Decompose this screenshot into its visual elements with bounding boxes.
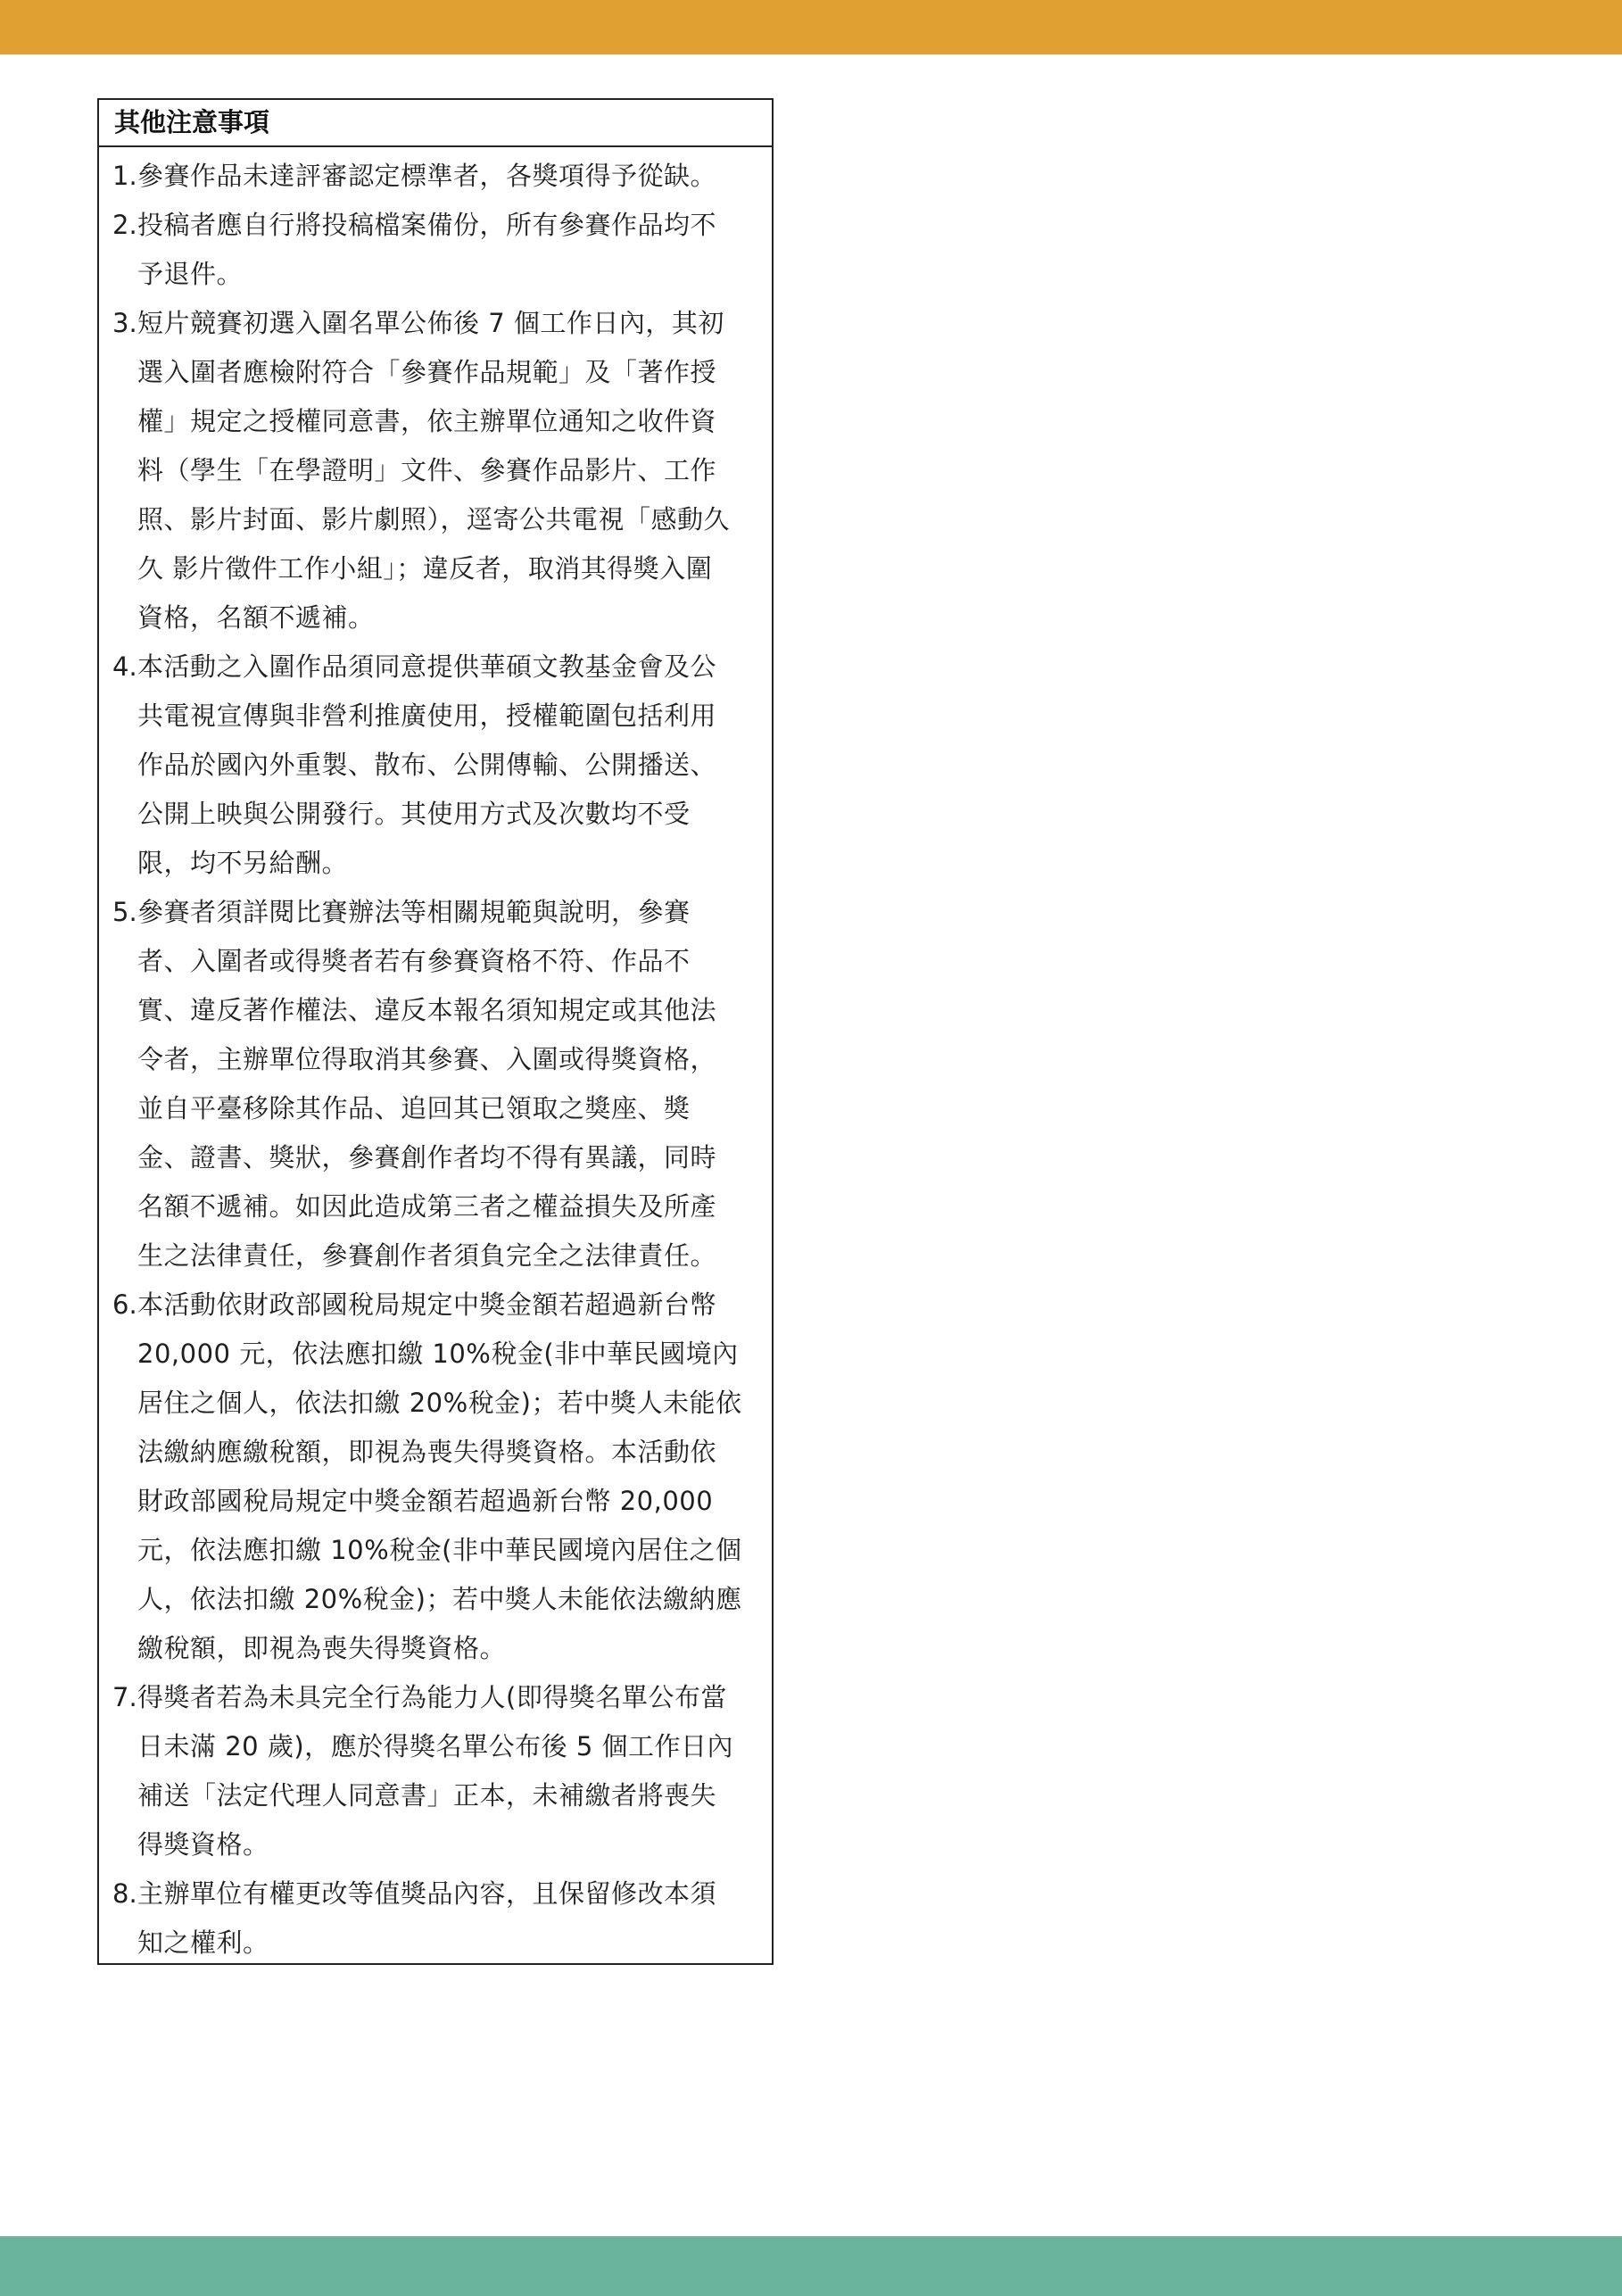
notice-item-number: 1. bbox=[112, 161, 137, 191]
notice-item-number: 8. bbox=[112, 1878, 137, 1909]
notice-item-text: 得獎者若為未具完全行為能力人(即得獎名單公布當 日未滿 20 歲)，應於得獎名單公布後 5 個工作日內 補送「法定代理人同意書」正本，未補繳者將喪失 得獎資格。 bbox=[137, 1682, 734, 1860]
notice-item-2 bbox=[99, 201, 772, 299]
notice-item-6 bbox=[99, 1281, 772, 1673]
notice-item-number: 3. bbox=[112, 308, 137, 338]
bottom-color-band bbox=[0, 2236, 1622, 2296]
notice-box bbox=[97, 98, 774, 1965]
notice-item-text: 參賽作品未達評審認定標準者，各獎項得予從缺。 bbox=[137, 161, 717, 191]
notice-item-text: 參賽者須詳閱比賽辦法等相關規範與說明，參賽 者、入圍者或得獎者若有參賽資格不符、作品不 實、違反著作權法、違反本報名須知規定或其他法 令者，主辦單位得取消其參賽、入圍或得獎資格， 並自平臺移除其作品、追回其已領取之獎座、獎 金、證書、獎狀，參賽創作者均不得有異議，同時 名額不遞補。如因此造成第三者之權益損失及所產 生之法律責任，參賽創作者須負完全之法律責任。 bbox=[137, 897, 717, 1271]
notice-item-number: 6. bbox=[112, 1289, 137, 1320]
notice-item-text: 本活動依財政部國稅局規定中獎金額若超過新台幣 20,000 元，依法應扣繳 10%稅金(非中華民國境內 居住之個人，依法扣繳 20%稅金)；若中獎人未能依 法繳納應繳稅額，即視為喪失得獎資格。本活動依 財政部國稅局規定中獎金額若超過新台幣 20,000 元，依法應扣繳 10%稅金(非中華民國境內居住之個 人，依法扣繳 20%稅金)；若中獎人未能依法繳納應 繳稅額，即視為喪失得獎資格。 bbox=[137, 1289, 742, 1663]
notice-item-5 bbox=[99, 888, 772, 1281]
top-color-band bbox=[0, 0, 1622, 54]
notice-item-number: 7. bbox=[112, 1682, 137, 1712]
notice-item-4 bbox=[99, 642, 772, 888]
notice-item-number: 4. bbox=[112, 651, 137, 682]
notice-item-text: 主辦單位有權更改等值獎品內容，且保留修改本須 知之權利。 bbox=[137, 1878, 717, 1958]
notice-item-3 bbox=[99, 299, 772, 642]
notice-item-text: 本活動之入圍作品須同意提供華碩文教基金會及公 共電視宣傳與非營利推廣使用，授權範圍包括利用 作品於國內外重製、散布、公開傳輸、公開播送、 公開上映與公開發行。其使用方式及次數均不受 限，均不另給酬。 bbox=[137, 651, 717, 878]
notice-title: 其他注意事項 bbox=[99, 100, 772, 147]
notice-list bbox=[99, 147, 772, 1968]
notice-item-number: 2. bbox=[112, 210, 137, 240]
notice-item-text: 投稿者應自行將投稿檔案備份，所有參賽作品均不 予退件。 bbox=[137, 210, 717, 289]
notice-item-number: 5. bbox=[112, 897, 137, 927]
notice-item-7 bbox=[99, 1673, 772, 1869]
notice-item-text: 短片競賽初選入圍名單公佈後 7 個工作日內，其初 選入圍者應檢附符合「參賽作品規範」及「著作授 權」規定之授權同意書，依主辦單位通知之收件資 料（學生「在學證明」文件、參賽作品影片、工作 照、影片封面、影片劇照），逕寄公共電視「感動久 久 影片徵件工作小組」；違反者，取消其得獎入圍 資格，名額不遞補。 bbox=[137, 308, 731, 633]
notice-item-1 bbox=[99, 152, 772, 201]
notice-item-8 bbox=[99, 1869, 772, 1968]
